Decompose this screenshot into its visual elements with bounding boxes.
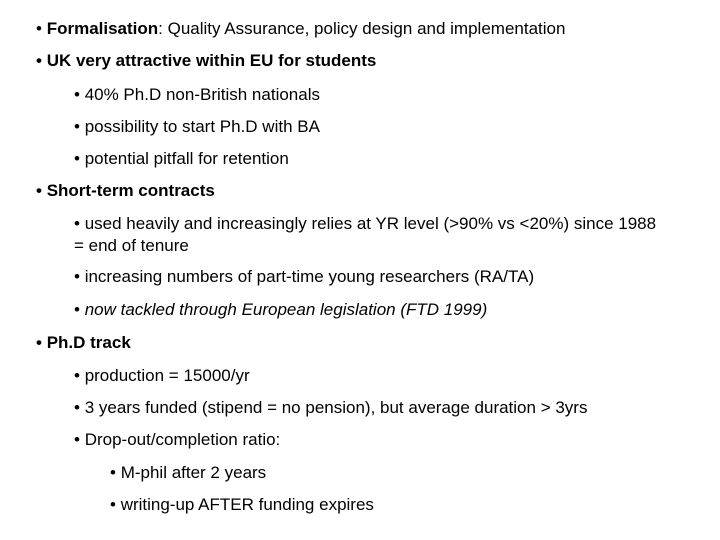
bullet-text: Short-term contracts [46,181,215,200]
bullet-mark: • [74,398,80,417]
bullet-text: possibility to start Ph.D with BA [84,117,320,136]
bullet-text: M-phil after 2 years [120,463,267,482]
bullet-formalisation [36,18,565,40]
bullet-uk-attractive [36,50,376,72]
bullet-text: used heavily and increasingly relies at YR level (>90% vs <20%) since 1988 = end of tenure [74,214,657,255]
bullet-mark: • [110,463,116,482]
bullet-text: potential pitfall for retention [84,149,289,168]
subsubbullet-writing-up [110,494,374,516]
bullet-text: Drop-out/completion ratio: [84,430,281,449]
subsubbullet-mphil [110,462,266,484]
bullet-mark: • [74,117,80,136]
bullet-text: writing-up AFTER funding expires [120,495,374,514]
bullet-text: UK very attractive within EU for students [46,51,377,70]
bullet-mark: • [74,267,80,286]
bullet-mark: • [36,51,42,70]
bullet-mark: • [36,19,42,38]
bullet-text: Ph.D track [46,333,131,352]
subbullet-part-time [74,266,534,288]
bullet-text: 40% Ph.D non-British nationals [84,85,320,104]
bullet-mark: • [74,214,80,233]
bullet-phd-track [36,332,131,354]
bullet-mark: • [74,366,80,385]
bullet-text: production = 15000/yr [84,366,250,385]
bullet-mark: • [74,300,80,319]
bullet-short-term-contracts [36,180,215,202]
subbullet-phd-nationals [74,84,320,106]
bullet-mark: • [110,495,116,514]
subbullet-retention [74,148,289,170]
subbullet-start-phd-ba [74,116,320,138]
bullet-mark: • [74,85,80,104]
bullet-text: : Quality Assurance, policy design and implementation [158,19,566,38]
subbullet-european-legislation [74,299,487,321]
subbullet-three-years-funded [74,397,587,419]
bullet-mark: • [74,149,80,168]
subbullet-used-heavily [74,213,664,257]
bullet-text: increasing numbers of part-time young researchers (RA/TA) [84,267,535,286]
bullet-mark: • [74,430,80,449]
subbullet-production [74,365,250,387]
bullet-text: now tackled through European legislation (FTD 1999) [84,300,488,319]
bullet-mark: • [36,333,42,352]
bullet-text: 3 years funded (stipend = no pension), but average duration > 3yrs [84,398,588,417]
bullet-lead: Formalisation [46,19,159,38]
subbullet-dropout-ratio [74,429,280,451]
bullet-mark: • [36,181,42,200]
